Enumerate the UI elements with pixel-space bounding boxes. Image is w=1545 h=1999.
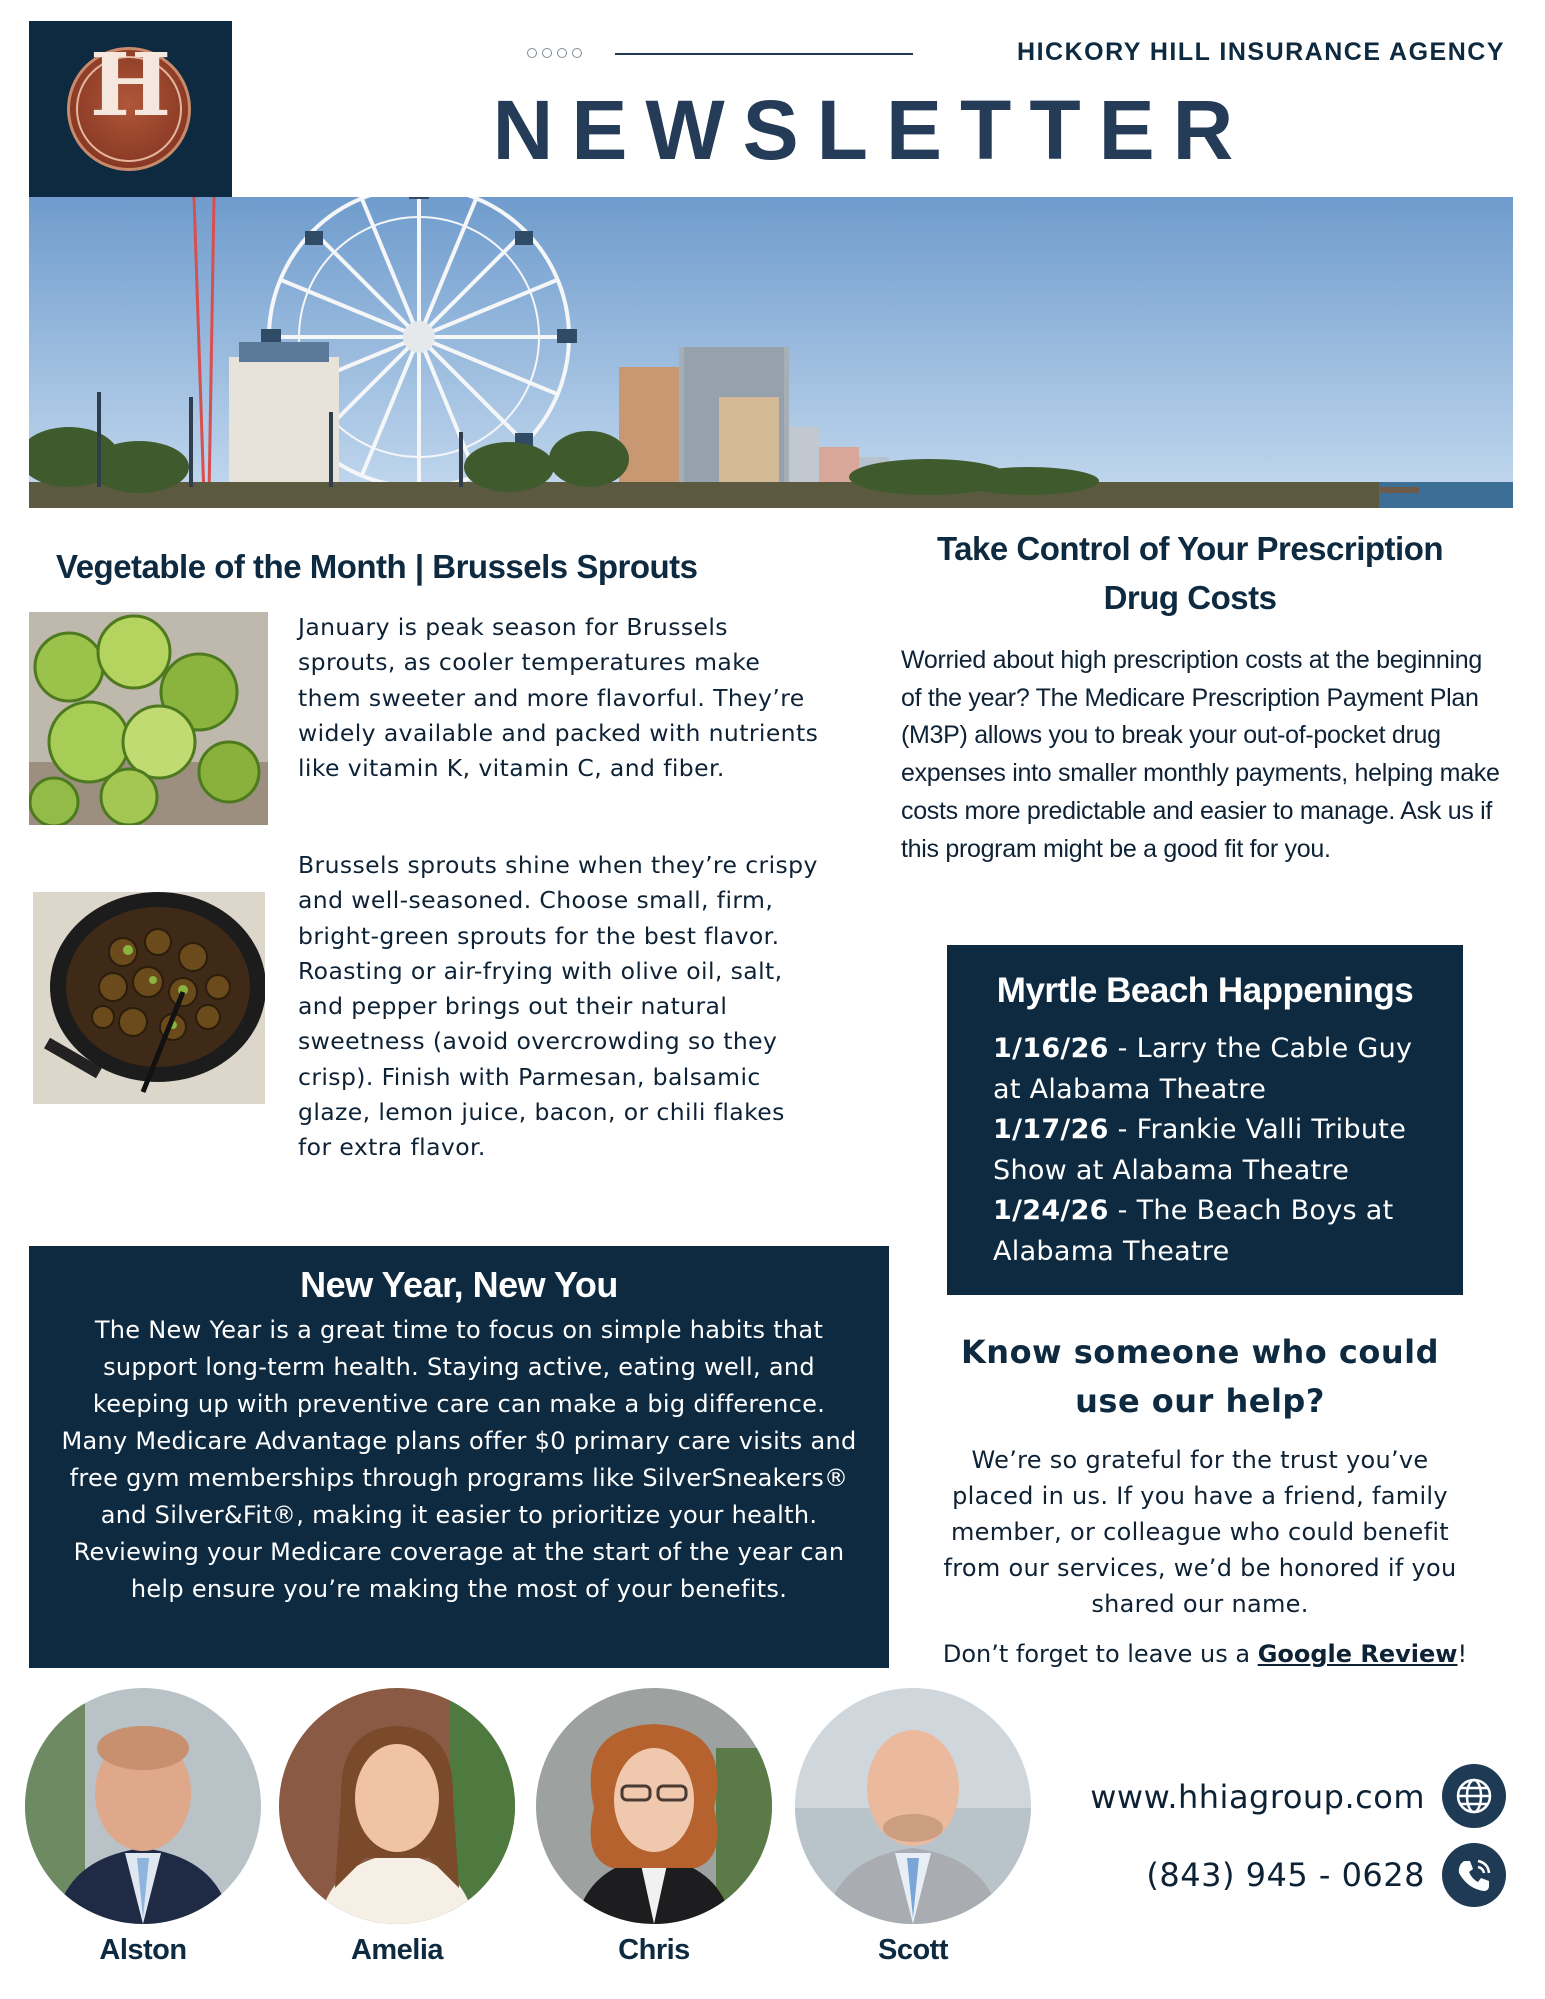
happenings-list [993,1029,1443,1272]
avatar [25,1688,261,1924]
avatar [536,1688,772,1924]
event-description: - Frankie Valli Tribute Show at Alabama Theatre [993,1114,1407,1186]
agency-name: HICKORY HILL INSURANCE AGENCY [1017,38,1505,66]
event-date: 1/24/26 [993,1195,1109,1226]
event-date: 1/17/26 [993,1114,1109,1145]
roasted-sprouts-skillet-photo [33,892,265,1104]
event-item [993,1029,1443,1110]
new-year-section [29,1246,889,1668]
newsletter-title: NEWSLETTER [492,83,1252,177]
referral-title: Know someone who could use our help? [960,1333,1440,1420]
team-member-scott [795,1688,1031,1967]
hero-image-boardwalk [29,197,1513,508]
phone-number[interactable]: (843) 945 - 0628 [1146,1856,1425,1894]
review-prefix: Don’t forget to leave us a [942,1640,1258,1668]
event-description: - Larry the Cable Guy at Alabama Theatre [993,1033,1413,1105]
happenings-title: Myrtle Beach Happenings [996,971,1414,1010]
event-item [993,1191,1443,1272]
team-member-name: Scott [878,1934,948,1966]
review-line [930,1640,1480,1668]
header-divider [615,53,913,55]
review-suffix: ! [1457,1640,1468,1668]
event-item [993,1110,1443,1191]
vegetable-paragraph-2: Brussels sprouts shine when they’re crispy and well-seasoned. Choose small, firm, bright-green sprouts for the best flavor. Roasting or air-frying with olive oil, salt, and pepper brings out their natural sweetness (avoid overcrowding so they crisp). Finish with Parmesan, balsamic glaze, lemon juice, bacon, or chili flakes for extra flavor. [298,851,818,1162]
happenings-section [947,945,1463,1295]
agency-logo [29,21,232,197]
team-member-name: Alston [99,1934,187,1966]
avatar [279,1688,515,1924]
team-member-alston [25,1688,261,1967]
referral-body: We’re so grateful for the trust you’ve placed in us. If you have a friend, family member, or colleague who could benefit from our services, we’d be honored if you shared our name. [943,1446,1457,1618]
brussels-sprouts-photo [29,612,268,825]
phone-icon[interactable] [1442,1843,1506,1907]
prescription-title: Take Control of Your Prescription Drug Costs [936,530,1444,616]
event-date: 1/16/26 [993,1033,1109,1064]
new-year-title: New Year, New You [300,1264,618,1305]
logo-letter: H [89,35,172,136]
new-year-body: The New Year is a great time to focus on simple habits that support long-term health. Staying active, eating well, and keeping up with preventive care can make a big difference. Many Medicare Advantage plans offer $0 primary care visits and free gym memberships through programs like SilverSneakers® and Silver&Fit®, making it easier to prioritize your health. Reviewing your Medicare coverage at the start of the year can help ensure you’re making the most of your benefits. [61,1316,857,1603]
team-member-name: Chris [618,1934,690,1966]
avatar [795,1688,1031,1924]
team-member-chris [536,1688,772,1967]
globe-icon[interactable] [1442,1764,1506,1828]
vegetable-paragraph-1: January is peak season for Brussels sprouts, as cooler temperatures make them sweeter and more flavorful. They’re widely available and packed with nutrients like vitamin K, vitamin C, and fiber. [298,613,819,783]
decorative-dots [527,48,582,58]
prescription-body: Worried about high prescription costs at the beginning of the year? The Medicare Prescription Payment Plan (M3P) allows you to break your out-of-pocket drug expenses into smaller monthly payments, helping make costs more predictable and easier to manage. Ask us if this program might be a good fit for you. [901,646,1500,863]
vegetable-title: Vegetable of the Month | Brussels Sprouts [56,548,698,585]
website-link[interactable]: www.hhiagroup.com [1090,1778,1425,1816]
team-member-name: Amelia [350,1934,444,1966]
event-description: - The Beach Boys at Alabama Theatre [993,1195,1394,1267]
google-review-link[interactable]: Google Review [1257,1640,1458,1668]
team-member-amelia [279,1688,515,1967]
